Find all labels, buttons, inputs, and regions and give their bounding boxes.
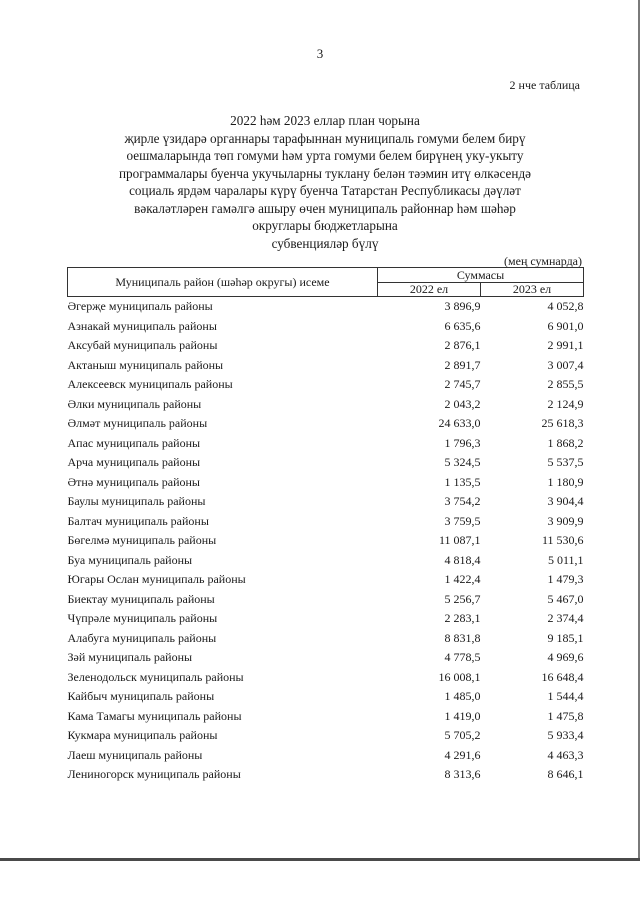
district-name: Әтнә муниципаль районы (67, 474, 200, 489)
value-2022: 1 422,4 (444, 572, 481, 586)
value-2023: 3 909,9 (547, 513, 584, 528)
table-row (68, 317, 584, 337)
district-name: Аксубай муниципаль районы (67, 338, 218, 352)
value-2022: 4 778,5 (444, 650, 481, 664)
subsidy-table (67, 267, 584, 785)
table-row (68, 492, 584, 512)
district-name: Арча муниципаль районы (67, 455, 201, 469)
district-name: Кайбыч муниципаль районы (67, 689, 215, 703)
table-row (68, 648, 584, 668)
value-2023: 2 374,4 (547, 611, 584, 625)
scan-bottom-edge (0, 858, 640, 905)
value-2023: 5 537,5 (547, 455, 584, 469)
district-name: Кама Тамагы муниципаль районы (67, 708, 242, 723)
value-2023: 3 904,4 (547, 494, 584, 508)
table-row (68, 726, 584, 746)
value-2023: 25 618,3 (541, 416, 584, 430)
district-name: Алабуга муниципаль районы (67, 630, 217, 645)
district-name: Алексеевск муниципаль районы (67, 377, 233, 391)
value-2022: 8 831,8 (444, 630, 481, 645)
table-row (68, 434, 584, 454)
value-2022: 3 759,5 (444, 513, 481, 528)
value-2022: 5 705,2 (444, 728, 481, 742)
table-row (68, 473, 584, 493)
value-2023: 11 530,6 (541, 533, 584, 547)
district-name: Әгерҗе муниципаль районы (67, 299, 213, 313)
title-line: округлары бюджетларына (252, 218, 398, 233)
value-2022: 2 745,7 (444, 377, 481, 391)
value-2022: 2 891,7 (444, 357, 481, 372)
page-number: 3 (316, 46, 324, 61)
table-row (68, 395, 584, 415)
district-name: Буа муниципаль районы (67, 552, 193, 567)
value-2023: 9 185,1 (547, 630, 584, 645)
value-2023: 3 007,4 (547, 357, 584, 372)
table-row (68, 746, 584, 766)
value-2023: 6 901,0 (547, 318, 584, 333)
value-2023: 16 648,4 (541, 669, 584, 684)
table-row (68, 707, 584, 727)
value-2023: 1 479,3 (547, 572, 584, 586)
value-2023: 4 969,6 (547, 650, 584, 664)
table-row (68, 570, 584, 590)
value-2022: 4 291,6 (444, 747, 481, 762)
value-2023: 4 463,3 (547, 747, 584, 762)
title-line: җирле үзидарә органнары тарафыннан муниципаль гомуми белем бирү (124, 130, 526, 146)
title-line: 2022 һәм 2023 еллар план чорына (230, 113, 420, 128)
value-2022: 16 008,1 (438, 669, 481, 684)
value-2023: 1 544,4 (547, 689, 584, 703)
district-name: Лаеш муниципаль районы (67, 747, 203, 762)
district-name: Биектау муниципаль районы (67, 591, 215, 606)
value-2023: 5 933,4 (547, 728, 584, 742)
value-2022: 1 135,5 (444, 474, 481, 489)
table-row (68, 414, 584, 434)
title-line: социаль ярдәм чаралары күрү буенча Татарстан Республикасы дәүләт (129, 183, 521, 198)
value-2022: 1 485,0 (444, 689, 481, 703)
value-2023: 2 855,5 (547, 377, 584, 391)
district-name: Актаныш муниципаль районы (67, 357, 224, 372)
table-body (68, 297, 584, 785)
table-row (68, 551, 584, 571)
table-row (68, 375, 584, 395)
table-row (68, 512, 584, 532)
value-2022: 6 635,6 (444, 318, 481, 333)
value-2023: 1 180,9 (547, 474, 584, 489)
table-row (68, 765, 584, 785)
table-row (68, 629, 584, 649)
value-2023: 1 868,2 (547, 435, 584, 450)
table-row (68, 297, 584, 317)
header-name: Муниципаль район (шәһәр округы) исеме (68, 268, 378, 297)
title-line: вәкаләтләрен гамәлгә ашыру өчен муниципаль районнар һәм шәһәр (134, 200, 516, 216)
table-row (68, 531, 584, 551)
district-name: Апас муниципаль районы (67, 435, 201, 450)
value-2022: 24 633,0 (438, 416, 481, 430)
value-2022: 1 796,3 (444, 435, 481, 450)
value-2022: 8 313,6 (444, 767, 481, 781)
value-2023: 5 011,1 (547, 552, 584, 567)
value-2023: 2 124,9 (547, 396, 584, 411)
table-row (68, 590, 584, 610)
value-2023: 4 052,8 (547, 299, 584, 313)
value-2022: 5 256,7 (444, 591, 481, 606)
value-2022: 2 876,1 (444, 338, 481, 352)
district-name: Лениногорск муниципаль районы (67, 767, 241, 781)
table-row (68, 687, 584, 707)
value-2022: 3 754,2 (444, 494, 481, 508)
units-note: (мең сумнарда) (504, 254, 582, 268)
value-2022: 5 324,5 (444, 455, 481, 469)
title-line: субвенцияләр бүлү (271, 235, 379, 251)
table-row (68, 453, 584, 473)
value-2022: 1 419,0 (444, 708, 481, 723)
title-line: оешмаларында төп гомуми һәм урта гомуми белем бирүнең уку-укыту (126, 148, 524, 163)
district-name: Азнакай муниципаль районы (67, 318, 217, 333)
value-2022: 2 283,1 (444, 611, 481, 625)
district-name: Зәй муниципаль районы (67, 650, 193, 664)
title-line: программалары буенча укучыларны туклану белән тәэмин итү өлкәсендә (118, 165, 532, 181)
district-name: Зеленодольск муниципаль районы (67, 669, 244, 684)
district-name: Кукмара муниципаль районы (67, 728, 218, 742)
district-name: Бөгелмә муниципаль районы (67, 533, 217, 547)
table-tag: 2 нче таблица (509, 78, 580, 92)
header-2022: 2022 ел (378, 283, 481, 297)
header-2023: 2023 ел (481, 283, 584, 297)
value-2023: 1 475,8 (547, 708, 584, 723)
table-row (68, 609, 584, 629)
table-row (68, 336, 584, 356)
table-row (68, 668, 584, 688)
document-title (60, 112, 590, 252)
district-name: Әлки муниципаль районы (67, 396, 202, 411)
district-name: Чүпрәле муниципаль районы (67, 611, 218, 625)
district-name: Балтач муниципаль районы (67, 513, 209, 528)
value-2022: 2 043,2 (444, 396, 481, 411)
value-2023: 5 467,0 (547, 591, 584, 606)
district-name: Баулы муниципаль районы (67, 494, 206, 508)
district-name: Югары Ослан муниципаль районы (67, 572, 246, 586)
value-2023: 2 991,1 (547, 338, 584, 352)
district-name: Әлмәт муниципаль районы (67, 416, 208, 430)
table-row (68, 356, 584, 376)
value-2022: 11 087,1 (438, 533, 481, 547)
value-2023: 8 646,1 (547, 767, 584, 781)
header-sum: Суммасы (378, 268, 584, 283)
value-2022: 3 896,9 (444, 299, 481, 313)
value-2022: 4 818,4 (444, 552, 481, 567)
